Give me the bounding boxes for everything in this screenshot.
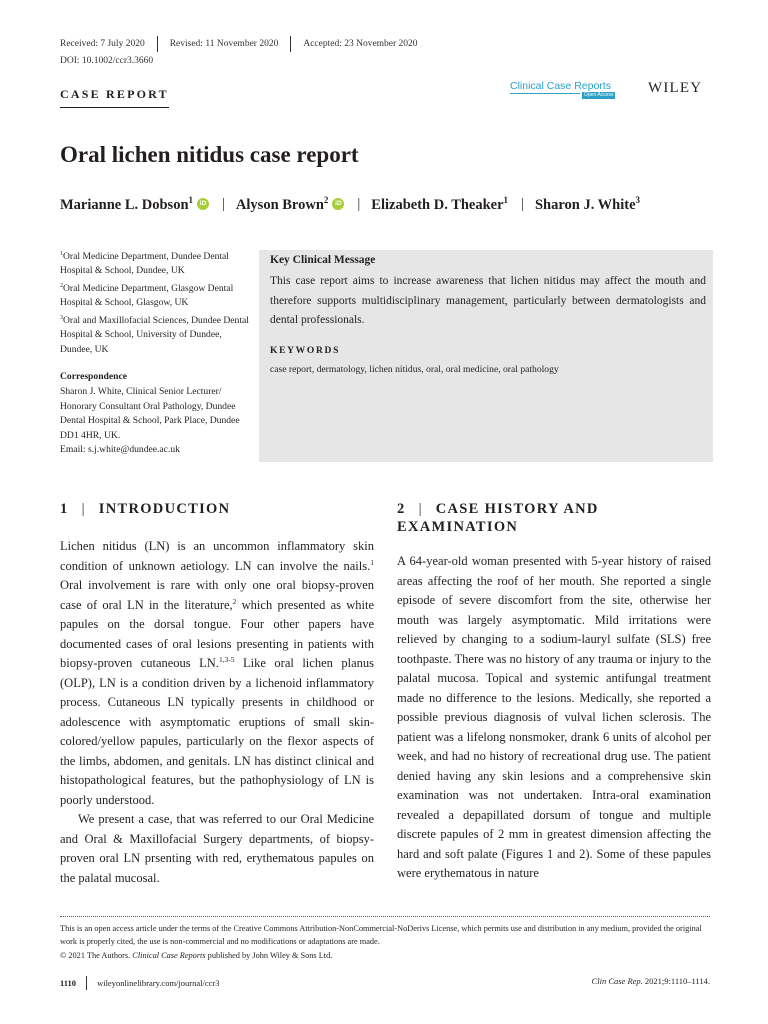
keywords-text: case report, dermatology, lichen nitidus, oral, oral medicine, oral pathology [270,364,559,375]
journal-logo-underline [510,93,580,94]
article-title: Oral lichen nitidus case report [60,142,359,167]
section-heading-introduction: 1 | INTRODUCTION [60,501,231,517]
paragraph: A 64-year-old woman presented with 5-year history of raised areas affecting the roof of her mouth. She reported a single episode of severe discomfort from the site, otherwise her mouth was largely asymptomatic. Mild irritations were relieved by changing to a sodium-lauryl sulfate (SLS) free toothpaste. There was no history of any trauma or injury to the palatal mucosa. Topical and systemic antifungal treatment made no difference to the lesions. Medically, she reported a possible previous diagnosis of vulval lichen sclerosis. The patient was a lifelong nonsmoker, drank 6 units of alcohol per week, and had no history of recreational drug use. The patient denied having any skin lesions and a comprehensive skin examination was not undertaken. Intra-oral examination revealed a depapillated dorsum of tongue and multiple discrete papules of 2 mm in greatest dimension affecting the hard and soft palate (Figures 1 and 2). Some of these papules were erythematous in nature [397,554,711,880]
affiliation: $^2$Oral Medicine Department, Glasgow Dental Hospital & School, Glasgow, UK [60,283,234,309]
divider [86,976,87,990]
key-message-heading: Key Clinical Message [270,254,376,266]
case-history-body [397,552,711,884]
publisher-logo[interactable]: WILEY [648,80,703,96]
keywords-heading: KEYWORDS [270,346,341,356]
journal-url[interactable]: wileyonlinelibrary.com/journal/ccr3 [97,978,220,988]
author-name[interactable]: Sharon J. White$^3$ [534,195,641,213]
correspondence-email[interactable]: Email: s.j.white@dundee.ac.uk [60,444,180,455]
paragraph: Lichen nitidus (LN) is an uncommon inflammatory skin condition of unknown aetiology. LN can involve the nails.$^1$ Oral involvement is rare with only one oral biopsy-proven case of oral LN in the literature,$^2$ which presented as white papules on the dorsal tongue. Four other papers have documented cases of oral lesions presenting in patients with biopsy-proven cutaneous LN.$^{1,3-5}$ Like oral lichen planus (OLP), LN is a condition driven by a lichenoid inflammatory process. Cutaneous LN typically presents in childhood or adolescence with asymptomatic eruptions of small skin-colored/yellow papules, particularly on the flexor aspects of the limbs, abdomen, and genitals. LN has distinct clinical and histopathological features, but the pathophysiology of LN is poorly understood. [60,539,374,807]
journal-citation: Clin Case Rep. 2021;9:1110–1114. [591,976,710,986]
accepted-date: Accepted: 23 November 2020 [303,39,418,49]
author-name[interactable]: Alyson Brown$^2$ [235,195,329,213]
author-separator: | [357,195,361,212]
author-separator: | [222,195,225,212]
journal-logo[interactable]: Clinical Case Reports [510,80,611,92]
introduction-body [60,537,374,888]
affiliation: $^1$Oral Medicine Department, Dundee Dental Hospital & School, Dundee, UK [60,251,229,277]
divider [290,36,291,52]
orcid-icon[interactable]: iD [332,198,344,210]
key-message-text: This case report aims to increase awareness that lichen nitidus may affect the mouth and therefore supports multidisciplinary management, particularly between dermatologists and dental professionals. [270,275,706,326]
author-list [60,195,640,214]
correspondence-text: Sharon J. White, Clinical Senior Lecturer/ Honorary Consultant Oral Pathology, Dundee Dental Hospital & School, Park Place, Dundee DD1 4HR, UK. Email: s.j.white@dundee.ac.uk [60,386,240,455]
author-separator: | [521,195,524,212]
paragraph: We present a case, that was referred to our Oral Medicine and Oral & Maxillofacial Surgery departments, of biopsy-proven oral LN prsenting with red, erythematous papules on the palatal mucosal. [60,812,374,885]
affiliation: $^3$Oral and Maxillofacial Sciences, Dundee Dental Hospital & School, University of Dundee, Dundee, UK [60,315,249,355]
correspondence-heading: Correspondence [60,371,127,382]
page-footer [60,976,219,990]
license-link[interactable]: Creative Commons Attribution-NonCommercial-NoDerivs [233,924,430,933]
doi[interactable]: DOI: 10.1002/ccr3.3660 [60,56,154,66]
page-number: 1110 [60,978,77,988]
footnote-divider [60,916,710,917]
section-heading-case-history: 2 | CASE HISTORY AND EXAMINATION [397,501,599,535]
divider [157,36,158,52]
citation-ref[interactable]: 1,3-5 [218,654,235,664]
license-note: This is an open access article under the terms of the Creative Commons Attribution-NonCommercial-NoDerivs License, which permits use and distribution in any medium, provided the original work is properly cited, the use is non-commercial and no modifications or adaptations are made. © 2021 The Authors. Clinical Case Reports published by John Wiley & Sons Ltd. [60,924,702,960]
received-date: Received: 7 July 2020 [60,39,145,49]
author-name[interactable]: Elizabeth D. Theaker$^1$ [371,195,509,213]
open-access-badge: Open Access [584,92,614,98]
article-type: CASE REPORT [60,87,169,108]
orcid-icon[interactable]: iD [197,198,209,210]
author-name[interactable]: Marianne L. Dobson$^1$ [60,195,194,213]
citation-ref[interactable]: 2 [232,596,237,606]
article-dates [60,36,418,52]
revised-date: Revised: 11 November 2020 [169,39,279,49]
citation-ref[interactable]: 1 [370,557,374,567]
